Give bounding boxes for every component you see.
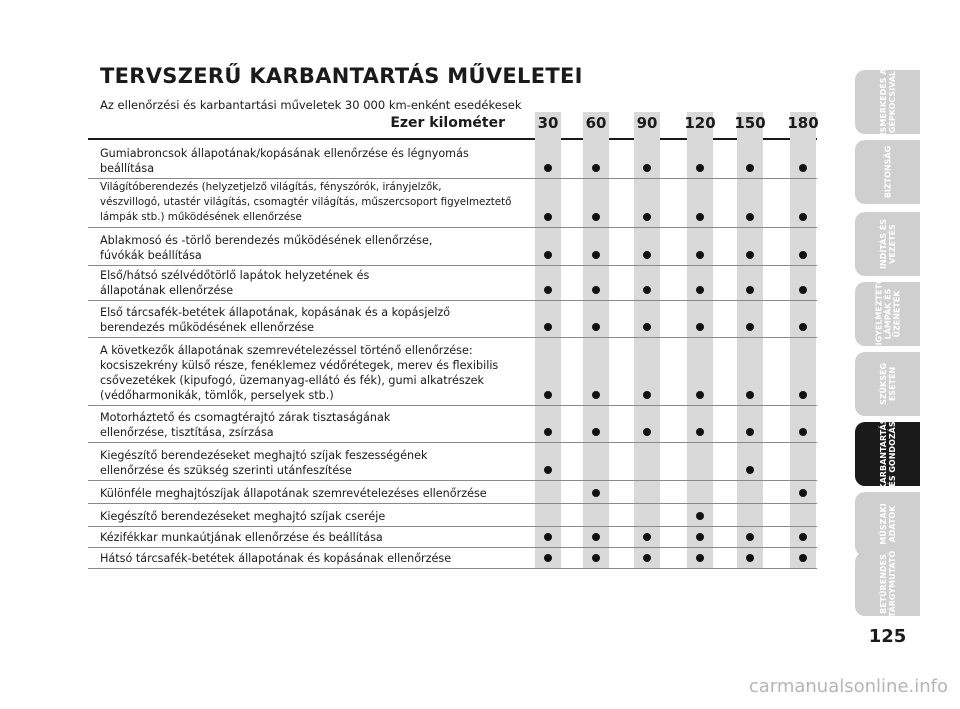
interval-mark [746,213,754,221]
chapter-tab-label: BIZTONSÁG [883,145,892,199]
km-header: Ezer kilométer [390,115,505,131]
interval-mark [643,164,651,172]
table-row [88,481,817,504]
interval-label: 180 [787,114,819,132]
interval-mark [799,391,807,399]
table-row [88,338,817,406]
interval-mark [592,428,600,436]
interval-mark [696,391,704,399]
interval-mark [696,428,704,436]
interval-mark [643,286,651,294]
row-description: Világítóberendezés (helyzetjelző világítás, fényszórók, irányjelzők, vészvillogó, utastér világítás, csomagtér világítás, műszercsoport figyelmeztető lámpák stb.) működésének ellenőrzése [100,181,512,223]
page-title: TERVSZERŰ KARBANTARTÁS MŰVELETEI [100,64,583,88]
interval-mark [696,286,704,294]
chapter-tab[interactable] [855,212,920,276]
table-row [88,406,817,443]
interval-mark [592,251,600,259]
interval-mark [592,213,600,221]
interval-mark [643,554,651,562]
chapter-tab-label: KARBANTARTÁS ÉS GONDOZÁS [878,418,897,490]
interval-label: 120 [684,114,716,132]
interval-mark [592,323,600,331]
table-row [88,443,817,481]
interval-mark [696,512,704,520]
chapter-tab[interactable] [855,277,920,351]
row-description: Kiegészítő berendezéseket meghajtó szíjak cseréje [100,510,386,523]
interval-mark [799,164,807,172]
chapter-tab-label: INDÍTÁS ÉS VEZETÉS [878,218,897,270]
interval-mark [746,554,754,562]
chapter-tab[interactable] [855,552,920,616]
interval-mark [799,489,807,497]
chapter-tab[interactable] [855,418,920,490]
interval-mark [799,286,807,294]
table-row [88,179,817,228]
row-description: Kézifékkar munkaútjának ellenőrzése és beállítása [100,531,383,544]
chapter-tab-label: ISMERKEDÉS A GÉPKOCSIVAL [878,68,897,136]
table-row [88,140,817,179]
chapter-tab-label: BETŰRENDES TÁRGYMUTATÓ [878,550,897,618]
interval-label: 60 [585,114,607,132]
interval-mark [592,533,600,541]
chapter-tab-label: MŰSZAKI ADATOK [878,503,897,545]
interval-mark [746,466,754,474]
page-number: 125 [868,626,907,647]
interval-mark [746,164,754,172]
interval-mark [643,323,651,331]
chapter-tab[interactable] [855,70,920,134]
interval-mark [592,286,600,294]
interval-mark [746,428,754,436]
interval-mark [643,213,651,221]
interval-mark [799,251,807,259]
interval-mark [592,489,600,497]
interval-mark [643,251,651,259]
interval-label: 90 [636,114,658,132]
row-description: A következők állapotának szemrevételezéssel történő ellenőrzése: kocsiszekrény külső része, fenéklemez védőrétegek, merev és flexibilis csővezetékek (kipufogó, üzemanyag-ellátó és fék), gumi alkatrészek (védőharmonikák, tömlők, perselyek stb.) [100,344,499,402]
table-row [88,228,817,266]
interval-mark [799,323,807,331]
interval-mark [544,391,552,399]
interval-mark [696,554,704,562]
interval-mark [544,323,552,331]
table-row [88,301,817,338]
interval-mark [746,251,754,259]
interval-mark [799,533,807,541]
interval-mark [696,251,704,259]
row-description: Különféle meghajtószíjak állapotának szemrevételezéses ellenőrzése [100,487,487,500]
interval-mark [643,533,651,541]
interval-mark [799,428,807,436]
chapter-tab[interactable] [855,352,920,416]
interval-mark [746,286,754,294]
row-description: Motorháztető és csomagtérajtó zárak tisztaságának ellenőrzése, tisztítása, zsírzása [100,411,391,439]
interval-mark [544,251,552,259]
row-description: Első tárcsafék-betétek állapotának, kopásának és a kopásjelző berendezés működésének ellenőrzése [100,306,451,334]
interval-mark [643,428,651,436]
interval-mark [746,323,754,331]
interval-mark [544,533,552,541]
interval-mark [592,391,600,399]
table-row [88,504,817,527]
chapter-tab[interactable] [855,492,920,556]
interval-mark [643,391,651,399]
interval-mark [799,554,807,562]
interval-mark [544,466,552,474]
table-row [88,548,817,569]
interval-label: 150 [734,114,766,132]
interval-mark [696,164,704,172]
row-description: Kiegészítő berendezéseket meghajtó szíjak feszességének ellenőrzése és szükség szerinti utánfeszítése [100,449,428,477]
chapter-tab-label: FIGYELMEZTETŐ LÁMPÁK ÉS ÜZENETEK [874,277,901,351]
interval-mark [544,554,552,562]
interval-mark [544,164,552,172]
row-description: Hátsó tárcsafék-betétek állapotának és kopásának ellenőrzése [100,552,452,565]
interval-label: 30 [537,114,559,132]
interval-mark [544,286,552,294]
interval-mark [696,533,704,541]
row-description: Ablakmosó és -törlő berendezés működésének ellenőrzése, fúvókák beállítása [100,234,433,262]
row-description: Első/hátsó szélvédőtörlő lapátok helyzetének és állapotának ellenőrzése [100,269,370,297]
chapter-tab-label: SZÜKSÉG ESETÉN [878,362,897,406]
interval-mark [799,213,807,221]
interval-mark [592,554,600,562]
interval-mark [746,533,754,541]
interval-mark [696,323,704,331]
interval-mark [544,428,552,436]
table-row [88,266,817,301]
interval-mark [696,213,704,221]
row-description: Gumiabroncsok állapotának/kopásának ellenőrzése és légnyomás beállítása [100,147,469,175]
chapter-tab[interactable] [855,140,920,204]
table-row [88,527,817,548]
interval-mark [592,164,600,172]
interval-mark [544,213,552,221]
watermark: carmanualsonline.info [748,676,948,697]
page-subtitle: Az ellenőrzési és karbantartási műveletek 30 000 km-enként esedékesek [100,98,522,112]
interval-mark [746,391,754,399]
